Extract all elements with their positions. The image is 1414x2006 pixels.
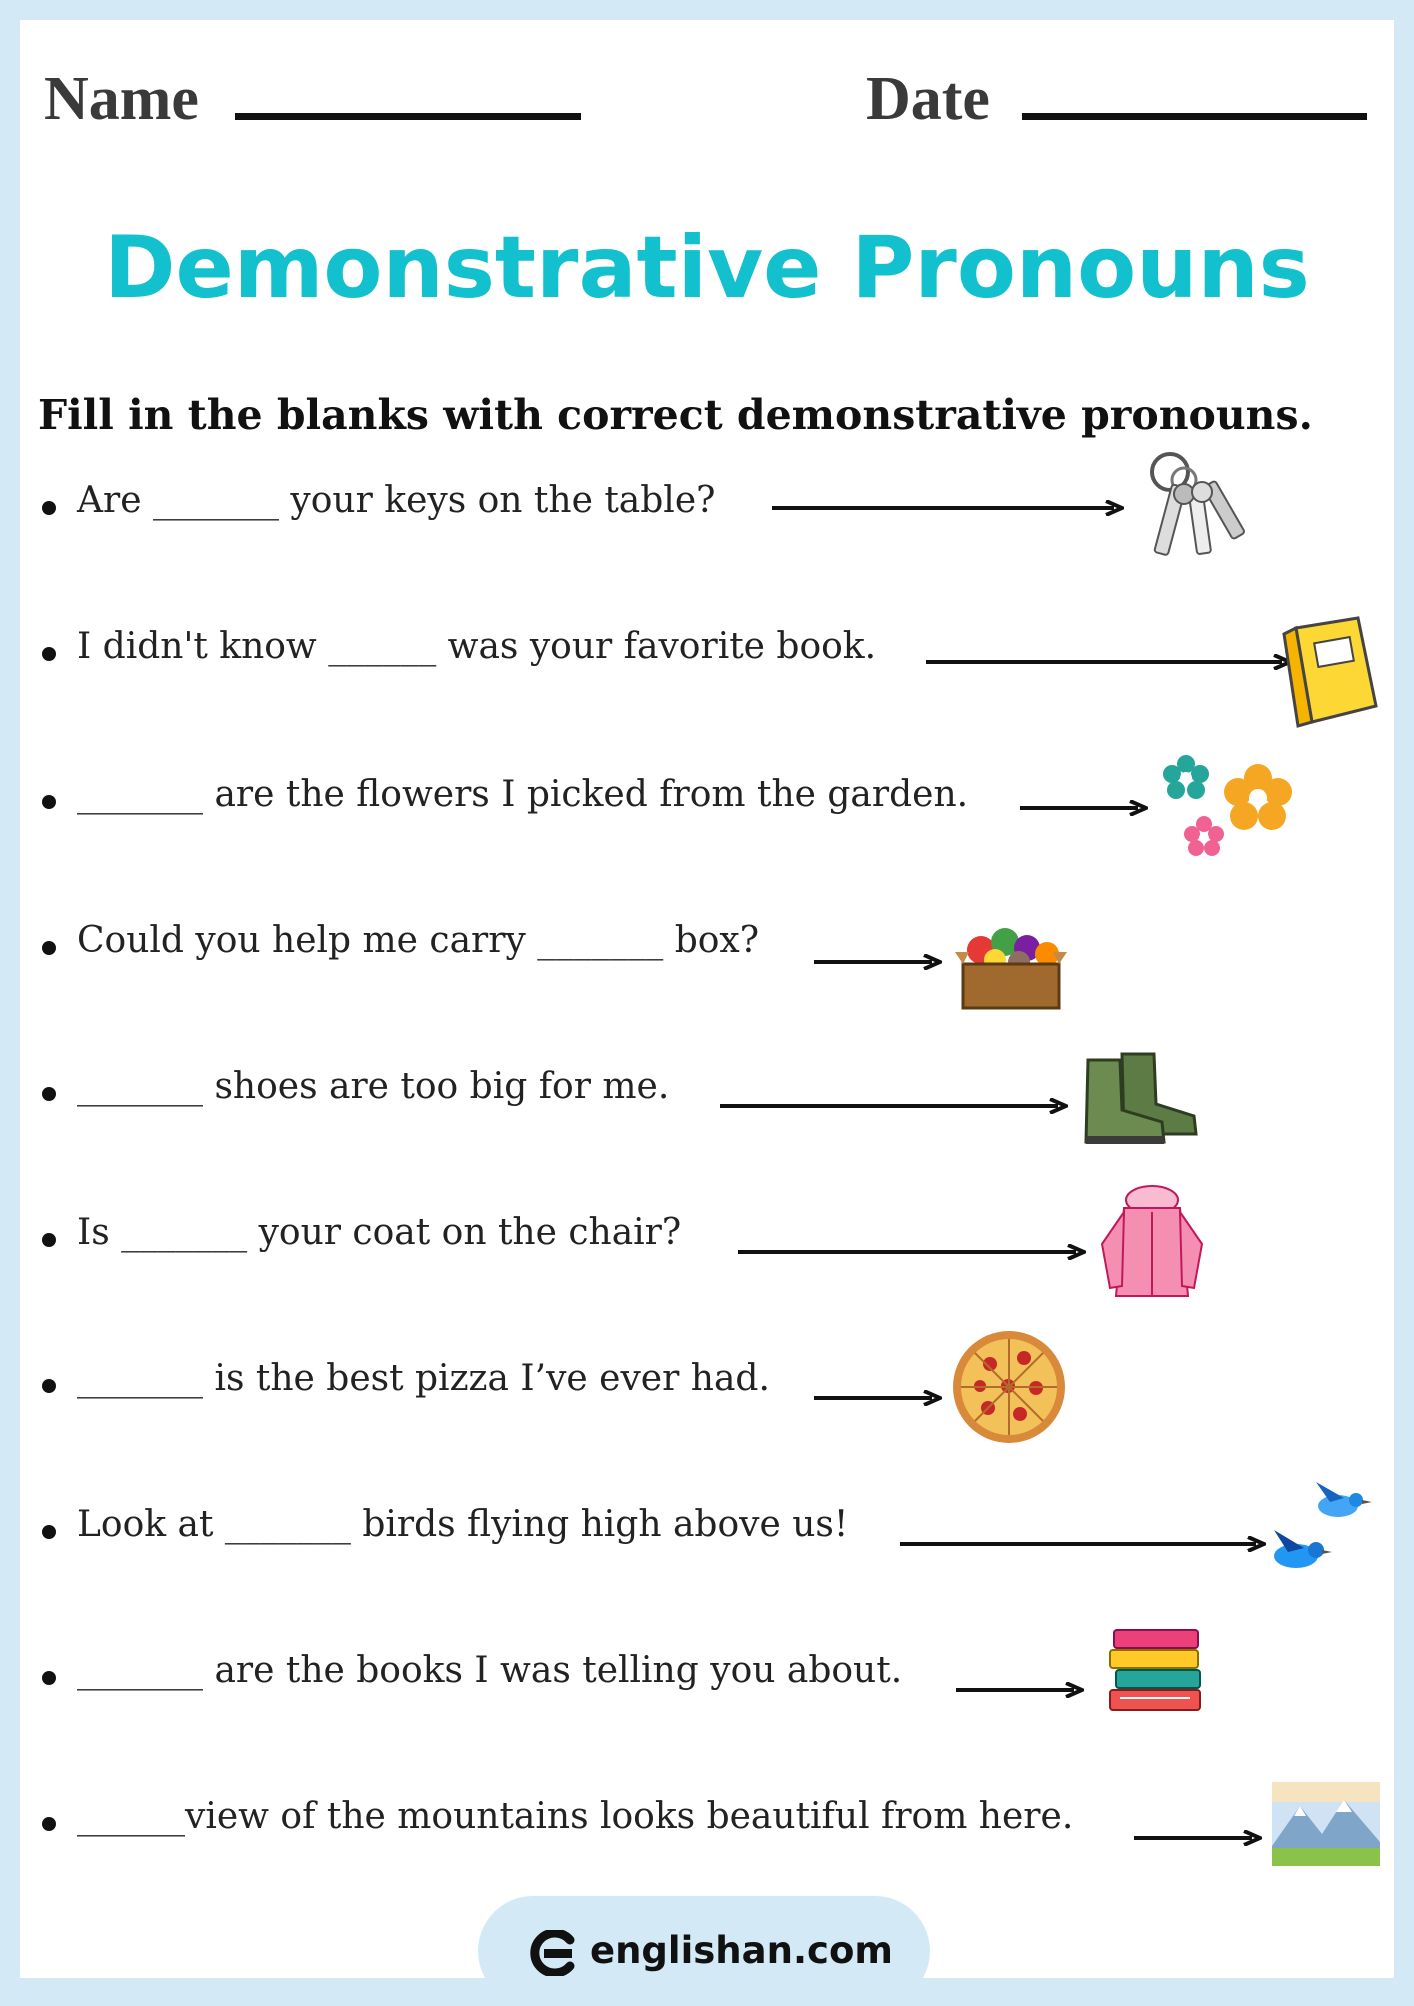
arrow-icon [772, 500, 1124, 516]
bullet [42, 1087, 56, 1101]
bullet [42, 1233, 56, 1247]
bullet [42, 647, 56, 661]
bullet [42, 1817, 56, 1831]
bullet [42, 1525, 56, 1539]
page-title: Demonstrative Pronouns [104, 218, 1310, 318]
keys-icon [1140, 450, 1255, 570]
arrow-icon [814, 954, 942, 970]
books-stack-icon [1106, 1626, 1206, 1718]
pizza-icon [950, 1328, 1068, 1446]
arrow-icon [720, 1098, 1068, 1114]
bullet [42, 1379, 56, 1393]
sentence: _______ shoes are too big for me. [77, 1066, 670, 1107]
flowers-icon [1162, 754, 1302, 866]
sentence: ______view of the mountains looks beautiful from here. [77, 1796, 1074, 1837]
sentence: _______ are the flowers I picked from the garden. [77, 774, 969, 815]
date-blank-line [1022, 113, 1367, 120]
arrow-icon [956, 1682, 1084, 1698]
bullet [42, 1671, 56, 1685]
arrow-icon [814, 1390, 942, 1406]
sentence: _______ are the books I was telling you about. [77, 1650, 903, 1691]
vegetable-box-icon [955, 916, 1067, 1012]
birds-icon [1260, 1476, 1380, 1584]
englishan-logo-icon [526, 1930, 578, 1976]
footer-badge [478, 1896, 930, 2006]
date-label: Date [866, 65, 990, 133]
bullet [42, 941, 56, 955]
arrow-icon [900, 1536, 1266, 1552]
arrow-icon [738, 1244, 1086, 1260]
bullet [42, 501, 56, 515]
name-label: Name [44, 65, 199, 133]
boots-icon [1082, 1050, 1202, 1150]
name-blank-line [235, 113, 581, 120]
sentence: Are _______ your keys on the table? [77, 480, 716, 521]
sentence: I didn't know ______ was your favorite book. [77, 626, 877, 667]
sentence: _______ is the best pizza I’ve ever had. [77, 1358, 770, 1399]
sentence: Is _______ your coat on the chair? [77, 1212, 682, 1253]
instructions: Fill in the blanks with correct demonstrative pronouns. [38, 391, 1313, 439]
sentence: Could you help me carry _______ box? [77, 920, 760, 961]
arrow-icon [1020, 800, 1148, 816]
coat-icon [1096, 1184, 1208, 1304]
arrow-icon [926, 654, 1292, 670]
sentence: Look at _______ birds flying high above us! [77, 1504, 849, 1545]
bullet [42, 795, 56, 809]
mountains-icon [1272, 1782, 1380, 1866]
worksheet-page [20, 20, 1394, 1978]
arrow-icon [1134, 1830, 1262, 1846]
footer-site-link[interactable]: englishan.com [590, 1929, 893, 1972]
book-icon [1276, 614, 1386, 730]
